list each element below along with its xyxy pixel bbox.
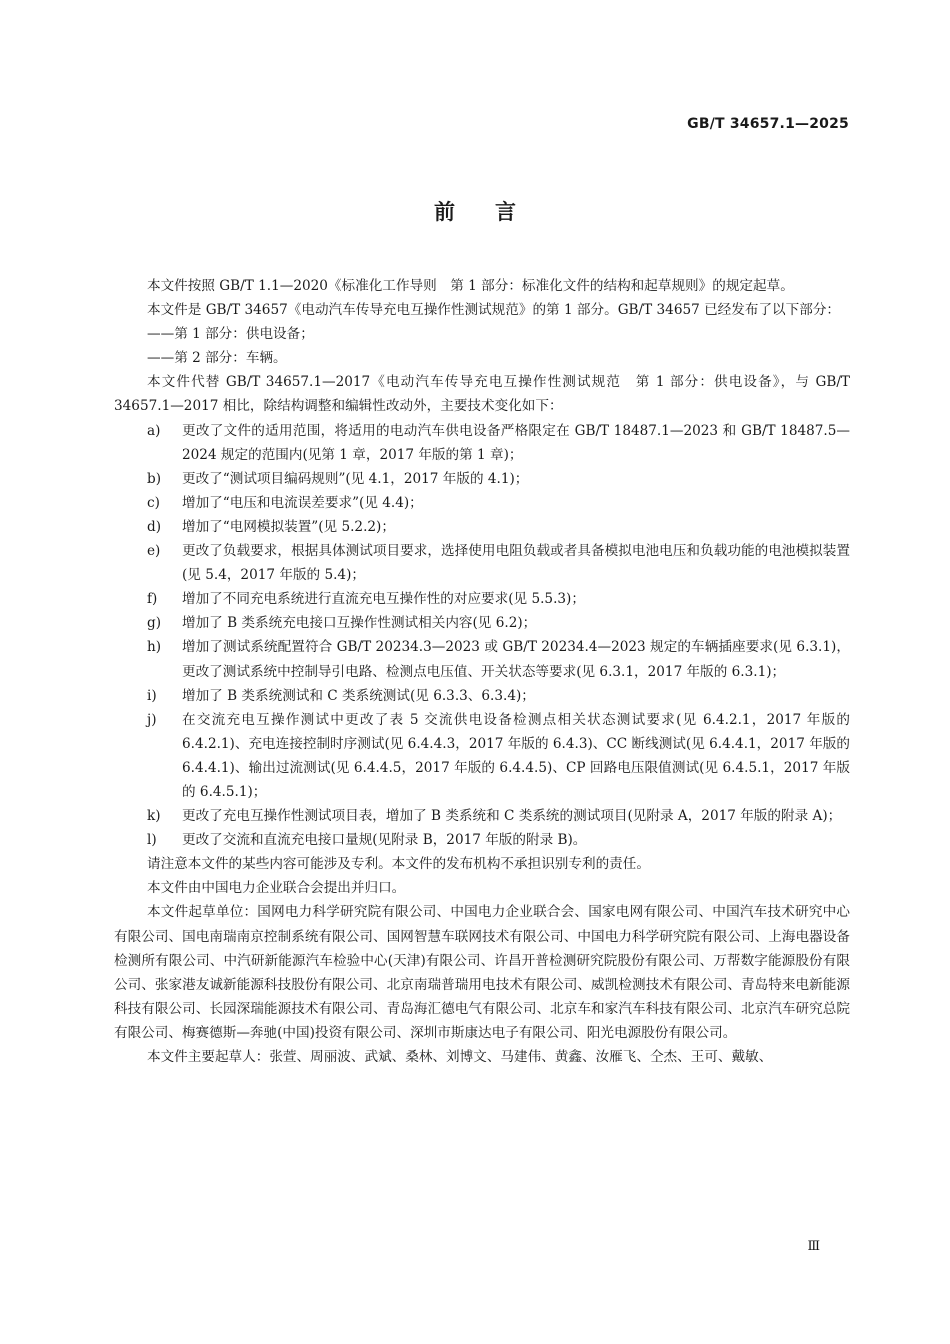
change-marker: l): [147, 832, 157, 849]
paragraph-series-intro: 本文件是 GB/T 34657《电动汽车传导充电互操作性测试规范》的第 1 部分。GB/T 34657 已经发布了以下部分：: [147, 302, 841, 319]
change-item: [114, 635, 850, 683]
change-text: 增加了不同充电系统进行直流充电互操作性的对应要求(见 5.5.3)；: [182, 591, 585, 608]
change-item: [114, 515, 850, 539]
change-marker: a): [147, 422, 161, 439]
page-number: Ⅲ: [807, 1239, 820, 1254]
paragraph-replacement: 本文件代替 GB/T 34657.1—2017《电动汽车传导充电互操作性测试规范 第 1 部分：供电设备》，与 GB/T 34657.1—2017 相比，除结构调整和编辑性改动外，主要技术变化如下：: [114, 374, 850, 415]
change-text: 增加了 B 类系统充电接口互操作性测试相关内容(见 6.2)；: [182, 615, 537, 632]
change-item: [114, 708, 850, 804]
change-marker: i): [147, 687, 157, 704]
change-item: [114, 587, 850, 611]
change-marker: c): [147, 494, 160, 511]
change-text: 增加了测试系统配置符合 GB/T 20234.3—2023 或 GB/T 20234.4—2023 规定的车辆插座要求(见 6.3.1)，更改了测试系统中控制导引电路、检测点电压值、开关状态等要求(见 6.3.1，2017 年版的 6.3.1)；: [182, 639, 850, 680]
change-text: 增加了“电网模拟装置”(见 5.2.2)；: [182, 518, 395, 535]
change-item: [114, 539, 850, 587]
page-title: 前言: [434, 200, 556, 224]
paragraph-drafters: 本文件主要起草人：张萱、周丽波、武斌、桑林、刘博文、马建伟、黄鑫、汝雁飞、仝杰、王可、戴敏、: [147, 1049, 773, 1065]
change-item: [114, 684, 850, 708]
change-marker: k): [147, 808, 161, 825]
change-marker: g): [147, 615, 162, 632]
change-marker: f): [147, 591, 158, 608]
change-text: 增加了 B 类系统测试和 C 类系统测试(见 6.3.3、6.3.4)；: [182, 687, 535, 704]
paragraph-drafting-units: 本文件起草单位：国网电力科学研究院有限公司、中国电力企业联合会、国家电网有限公司、中国汽车技术研究中心有限公司、国电南瑞南京控制系统有限公司、国网智慧车联网技术有限公司、中国电力科学研究院有限公司、上海电器设备检测所有限公司、中汽研新能源汽车检验中心(天津)有限公司、许昌开普检测研究院股份有限公司、万帮数字能源股份有限公司、张家港友诚新能源科技股份有限公司、北京南瑞普瑞用电技术有限公司、威凯检测技术有限公司、青岛特来电新能源科技有限公司、长园深瑞能源技术有限公司、青岛海汇德电气有限公司、北京车和家汽车科技有限公司、北京汽车研究总院有限公司、梅赛德斯—奔驰(中国)投资有限公司、深圳市斯康达电子有限公司、阳光电源股份有限公司。: [114, 904, 850, 1041]
standard-code: GB/T 34657.1—2025: [687, 116, 849, 132]
change-item: [114, 467, 850, 491]
change-text: 更改了负载要求，根据具体测试项目要求，选择使用电阻负载或者具备模拟电池电压和负载功能的电池模拟装置(见 5.4，2017 年版的 5.4)；: [182, 543, 850, 584]
change-item: [114, 491, 850, 515]
foreword-body: [114, 274, 850, 1069]
change-item: [114, 804, 850, 828]
change-marker: d): [147, 518, 162, 535]
paragraph-proposer: 本文件由中国电力企业联合会提出并归口。: [147, 880, 406, 897]
change-text: 在交流充电互操作测试中更改了表 5 交流供电设备检测点相关状态测试要求(见 6.4.2.1，2017 年版的 6.4.2.1)、充电连接控制时序测试(见 6.4.4.3，2017 年版的 6.4.3)、CC 断线测试(见 6.4.4.1，2017 年版的 6.4.4.1)、输出过流测试(见 6.4.4.5，2017 年版的 6.4.4.5)、CP 回路电压限值测试(见 6.4.5.1，2017 年版的 6.4.5.1)；: [182, 711, 850, 800]
change-text: 更改了文件的适用范围，将适用的电动汽车供电设备严格限定在 GB/T 18487.1—2023 和 GB/T 18487.5—2024 规定的范围内(见第 1 章，2017 年版的第 1 章)；: [182, 422, 850, 463]
change-text: 增加了“电压和电流误差要求”(见 4.4)；: [182, 494, 423, 511]
change-marker: e): [147, 543, 161, 560]
change-marker: h): [147, 639, 162, 656]
change-text: 更改了充电互操作性测试项目表，增加了 B 类系统和 C 类系统的测试项目(见附录 A，2017 年版的附录 A)；: [182, 808, 842, 825]
change-item: [114, 419, 850, 467]
paragraph-patent-notice: 请注意本文件的某些内容可能涉及专利。本文件的发布机构不承担识别专利的责任。: [147, 856, 650, 873]
change-text: 更改了交流和直流充电接口量规(见附录 B，2017 年版的附录 B)。: [182, 832, 587, 849]
change-item: [114, 828, 850, 852]
change-text: 更改了“测试项目编码规则”(见 4.1，2017 年版的 4.1)；: [182, 470, 529, 487]
change-marker: j): [147, 711, 157, 728]
change-item: [114, 611, 850, 635]
part-list-item: ——第 2 部分：车辆。: [147, 350, 287, 367]
change-marker: b): [147, 470, 162, 487]
part-list-item: ——第 1 部分：供电设备；: [147, 326, 314, 343]
paragraph-drafting-rules: 本文件按照 GB/T 1.1—2020《标准化工作导则 第 1 部分：标准化文件的结构和起草规则》的规定起草。: [147, 278, 794, 294]
